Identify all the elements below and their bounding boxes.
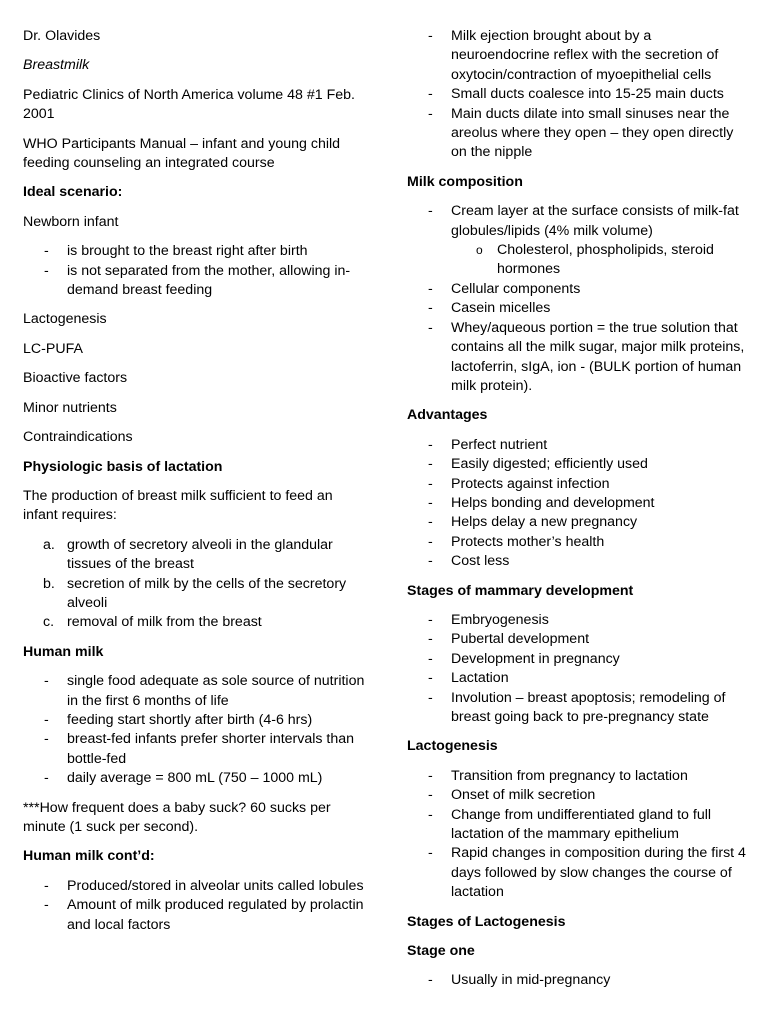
list-item: - Protects against infection (428, 475, 610, 492)
list-item: a. growth of secretory alveoli in the glandular tissues of the breast (43, 536, 333, 573)
list-item: - Change from undifferentiated gland to full lactation of the mammary epithelium (428, 806, 712, 843)
lactogenesis-heading: Lactogenesis (407, 738, 498, 755)
ideal-scenario-heading: Ideal scenario: (23, 184, 123, 201)
topic-title: Breastmilk (23, 57, 90, 74)
list-item: c. removal of milk from the breast (43, 614, 262, 631)
sub-list (407, 241, 752, 280)
list-item: - Cost less (428, 553, 510, 570)
list-item: - single food adequate as sole source of nutrition in the first 6 months of life (44, 673, 365, 709)
list-item: - Helps delay a new pregnancy (428, 514, 638, 531)
list-item: - Cellular components (428, 280, 581, 297)
list-item: - Helps bonding and development (428, 494, 655, 511)
physiologic-intro: The production of breast milk sufficient to feed an infant requires: (23, 487, 333, 524)
list-item: - Development in pregnancy (428, 650, 620, 667)
right-column (407, 27, 752, 1001)
list-item: - Transition from pregnancy to lactation (428, 767, 688, 784)
list-item: - daily average = 800 mL (750 – 1000 mL) (44, 770, 323, 787)
topic-contraindications: Contraindications (23, 429, 133, 446)
physiologic-list (23, 536, 368, 633)
human-milk-heading: Human milk (23, 643, 104, 660)
reference-1: Pediatric Clinics of North America volume 48 #1 Feb. 2001 (23, 86, 355, 123)
list-item: - Usually in mid-pregnancy (428, 972, 611, 989)
list-item: - Cream layer at the surface consists of milk-fat globules/lipids (4% milk volume) (428, 203, 739, 239)
stage-one-list (407, 971, 752, 990)
list-item: - breast-fed infants prefer shorter intervals than bottle-fed (44, 731, 355, 767)
newborn-line: Newborn infant (23, 213, 119, 230)
list-item: - is brought to the breast right after birth (44, 243, 308, 260)
list-item: - Perfect nutrient (428, 436, 548, 453)
advantages-heading: Advantages (407, 407, 488, 424)
list-item: - Protects mother’s health (428, 533, 605, 550)
topic-lactogenesis: Lactogenesis (23, 311, 107, 328)
physiologic-basis-heading: Physiologic basis of lactation (23, 458, 223, 475)
list-item: b. secretion of milk by the cells of the secretory alveoli (43, 575, 347, 611)
list-item-nested (407, 241, 752, 280)
list-item: - Embryogenesis (428, 611, 549, 628)
topic-bioactive-factors: Bioactive factors (23, 370, 128, 387)
mammary-stages-list (407, 611, 752, 727)
topic-lc-pufa: LC-PUFA (23, 340, 83, 357)
duct-list (407, 27, 752, 163)
stages-of-lactogenesis-heading: Stages of Lactogenesis (407, 913, 566, 930)
human-milk-list (23, 672, 368, 788)
list-item: - is not separated from the mother, allowing in-demand breast feeding (44, 262, 351, 299)
reference-2: WHO Participants Manual – infant and young child feeding counseling an integrated course (23, 135, 341, 172)
milk-composition-heading: Milk composition (407, 173, 523, 190)
list-item: - Lactation (428, 670, 509, 687)
list-item: - Main ducts dilate into small sinuses near the areolus where they open – they open directly on the nipple (428, 105, 734, 161)
list-item: - Amount of milk produced regulated by prolactin and local factors (44, 897, 364, 933)
suck-frequency-note: ***How frequent does a baby suck? 60 sucks per minute (1 suck per second). (23, 799, 331, 835)
list-item: - Small ducts coalesce into 15-25 main ducts (428, 86, 724, 103)
list-item: - Easily digested; efficiently used (428, 456, 648, 473)
list-item: - feeding start shortly after birth (4-6 hrs) (44, 711, 313, 728)
mammary-stages-heading: Stages of mammary development (407, 582, 634, 599)
milk-composition-list (407, 202, 752, 396)
advantages-list (407, 436, 752, 572)
ideal-scenario-list (23, 242, 368, 300)
topic-minor-nutrients: Minor nutrients (23, 399, 117, 416)
list-item: - Produced/stored in alveolar units called lobules (44, 877, 364, 894)
list-item: - Whey/aqueous portion = the true solution that contains all the milk sugar, major milk proteins, lactoferrin, sIgA, ion - (BULK portion of human milk protein). (428, 319, 745, 394)
circle-bullet-icon: o (476, 243, 483, 258)
lactogenesis-list (407, 767, 752, 903)
list-item: - Casein micelles (428, 300, 551, 317)
list-item: - Rapid changes in composition during the first 4 days followed by slow changes the course of lactation (428, 845, 746, 901)
list-item: o Cholesterol, phospholipids, steroid hormones (476, 242, 714, 278)
author-line: Dr. Olavides (23, 28, 101, 44)
left-column (23, 27, 368, 945)
list-item: - Pubertal development (428, 631, 590, 648)
human-milk-contd-heading: Human milk cont’d: (23, 848, 155, 865)
list-item: - Involution – breast apoptosis; remodeling of breast going back to pre-pregnancy state (428, 689, 726, 725)
stage-one-heading: Stage one (407, 943, 475, 960)
list-item: - Onset of milk secretion (428, 787, 596, 804)
list-item: - Milk ejection brought about by a neuroendocrine reflex with the secretion of oxytocin/contraction of myoepithelial cells (428, 28, 719, 83)
human-milk-contd-list (23, 877, 368, 935)
